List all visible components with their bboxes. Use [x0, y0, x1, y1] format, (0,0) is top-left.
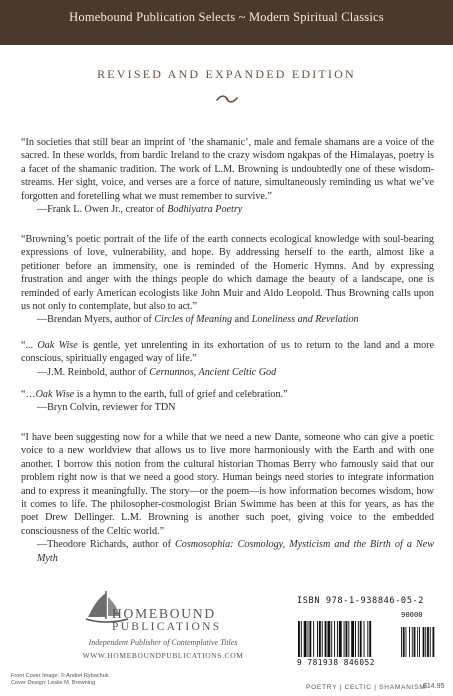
price-code: 90000	[401, 610, 423, 619]
cover-design-credit: Cover Design: Leslie M. Browning	[11, 680, 96, 686]
quote-text: “I have been suggesting now for a while that we need a new Dante, someone who can give a poetic voice to a new worldview that allows us to live more harmoniously with the Earth and with one another. I borrow this notion from the cultural historian Thomas Berry who famously said that our problem right now is that we need a good story. Human beings need stories to integrate information and to express it meaningfully. The story—or the poem—is how information becomes wisdom, how it comes to life. The philosopher-cosmologist Brian Swimme has been at this for years, as has the poet Drew Dellinger. L.M. Browning is another such poet, giving voice to the embedded consciousness of the Celtic world.”	[21, 432, 434, 537]
ornament-icon	[216, 94, 238, 104]
quote-text: “In societies that still bear an imprint of ‘the shamanic’, male and female shamans are a voice of the sacred. In these worlds, from bardic Ireland to the crazy wisdom ngakpas of the Himalayas, poetry is a facet of the shamanic tradition. The work of L.M. Browning is undoubtedly one of these wisdom-streams. Her sight, voice, and verses are a force of nature, simultaneously reminding us what we’ve forgotten and foretelling what we must remember to survive.”	[21, 137, 434, 202]
quote-text: “Browning’s poetic portrait of the life of the earth connects ecological knowledge with soul-bearing expressions of love, vulnerability, and hope. By addressing herself to the earth, almost like a petitioner before an immensity, one is reminded of the Homeric Hymns. And by expressing frustration and anger with the things people do which damage the beauty of a landscape, one is reminded of early American ecologists like John Muir and Aldo Leopold. Thus Browning calls upon us not only to contemplate, but also to act.”	[21, 234, 434, 313]
publisher-tagline: Independent Publisher of Contemplative Titles	[88, 638, 238, 647]
quote-attribution: —Theodore Richards, author of Cosmosophia: Cosmology, Mysticism and the Birth of a New Myth	[37, 539, 434, 564]
quote-attribution: —Bryn Colvin, reviewer for TDN	[37, 402, 176, 414]
publisher-name: HOMEBOUND	[112, 606, 216, 621]
quote-text: “…Oak Wise is a hymn to the earth, full of grief and celebration.”	[21, 389, 288, 400]
isbn-label: ISBN 978-1-938846-05-2	[297, 596, 425, 606]
barcode-block	[283, 596, 443, 688]
quote-attribution: —Frank L. Owen Jr., creator of Bodhiyatra Poetry	[37, 204, 243, 216]
series-title: Homebound Publication Selects ~ Modern Spiritual Classics	[69, 10, 384, 24]
review-quote	[21, 233, 434, 327]
quote-text: “... Oak Wise is gentle, yet unrelenting in its exhortation of us to return to the land and a more conscious, spiritually engaged way of life.”	[21, 340, 435, 365]
barcode-icon	[297, 621, 442, 657]
edition-label: REVISED AND EXPANDED EDITION	[97, 67, 356, 81]
subject-categories: POETRY | CELTIC | SHAMANISM	[306, 684, 426, 691]
review-quote	[21, 136, 434, 216]
publisher-name-line2: PUBLICATIONS	[112, 621, 222, 633]
isbn-digits: 9 781938 846052	[297, 658, 375, 667]
review-quote	[21, 431, 434, 565]
quote-attribution: —J.M. Reinbold, author of Cernunnos, Ancient Celtic God	[37, 366, 277, 378]
review-quote	[21, 339, 434, 379]
review-quote	[21, 388, 434, 415]
quote-attribution: —Brendan Myers, author of Circles of Meaning and Loneliness and Revelation	[37, 314, 359, 326]
front-cover-credit: Front Cover Image: © Andrei Rybachuk	[11, 673, 109, 679]
publisher-url: WWW.HOMEBOUNDPUBLICATIONS.COM	[82, 651, 244, 660]
cover-credits	[11, 673, 109, 687]
retail-price: $14.95	[423, 683, 445, 690]
